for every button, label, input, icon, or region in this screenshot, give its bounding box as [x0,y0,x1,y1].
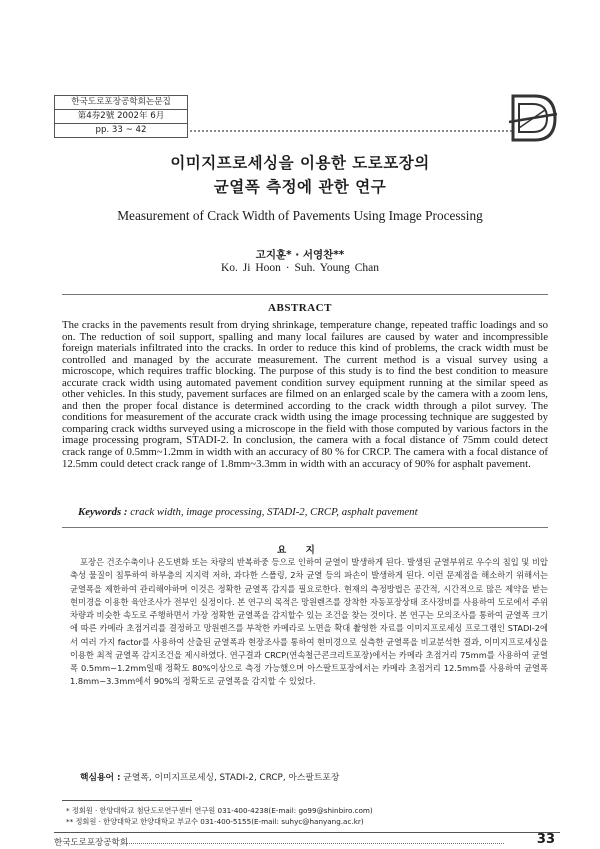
title-korean-line2: 균열폭 측정에 관한 연구 [213,178,387,196]
journal-name: 한국도로포장공학회논문집 [55,96,187,110]
korean-keywords-text: 균열폭, 이미지프로세싱, STADI-2, CRCP, 아스팔트포장 [123,773,340,783]
footer-rule [54,832,560,833]
footer-society-name: 한국도로포장공학회 [54,838,128,848]
journal-logo-icon [505,92,561,144]
abstract-body: The cracks in the pavements result from drying shrinkage, temperature change, repeated traffic loadings and so on. The reduction of soil support, spalling and many local failures are caused by water and incompressible foreign materials infiltrated into the cracks. In order to reduce this kind of problems, the crack width must be controlled and managed by the accurate measurement. The current method is a visual survey using a microscope, which requires traffic blocking. The purpose of this study is to find the best condition to measure accurate crack width using automated pavement condition survey equipment running at the similar speed as other vehicles. In this study, pavement surfaces are filmed on an enlarged scale by the camera with a zoom lens, and then the proper focal distance is determined according to the crack width through a pilot survey. The conditions for measurement of the accurate crack width using the image processing technique are suggested by comparing crack widths surveyed using a microscope in the field with those computed by various factors in the image processing program, STADI-2. In conclusion, the camera with a focal distance of 75mm could detect crack range of 0.5mm~1.2mm in width with an accuracy of 80 % for CRCP. The camera with a focal distance of 12.5mm could detect crack range of 1.8mm~3.3mm in width with an accuracy of 90% for asphalt pavement. [62,319,548,470]
footnote-author2: ** 정회원 · 한양대학교 한양대학교 부교수 031-400-5155(E-mail: suhyc@hanyang.ac.kr) [66,817,364,826]
title-english: Measurement of Crack Width of Pavements Using Image Processing [117,208,483,223]
journal-pages: pp. 33 ~ 42 [95,125,147,135]
korean-abstract-heading: 요 지 [277,545,323,556]
keywords-line [78,506,548,518]
keywords-text: crack width, image processing, STADI-2, CRCP, asphalt pavement [130,506,418,518]
abstract-heading: ABSTRACT [268,302,332,314]
page-number: 33 [536,832,555,847]
title-korean-line1: 이미지프로세싱을 이용한 도로포장의 [170,154,430,172]
authors-english: Ko. Ji Hoon · Suh. Young Chan [220,262,379,274]
korean-keywords-line [80,770,550,783]
footnote-rule [62,800,192,801]
korean-keywords-label: 핵심용어 : [80,773,121,783]
footer-dotted-leader [126,843,504,844]
header-dotted-line [190,130,512,132]
footnote-author1: * 정회원 · 한양대학교 첨단도로연구센터 연구원 031-400-4238(E-mail: go99@shinbiro.com) [66,806,373,815]
keywords-label: Keywords : [78,506,128,518]
korean-abstract-body: 포장은 건조수축이나 온도변화 또는 차량의 반복하중 등으로 인하여 균열이 발생하게 된다. 발생된 균열부위로 우수의 침입 및 비압축성 물질이 침투하여 하부층의 지지력 저하, 과다한 스폴링, 2차 균열 등의 파손이 발생하게 된다. 이런 문제점을 해소하기 위해서는 균열폭을 제한하여 관리해야하며 이것은 정확한 균열폭 감지를 필요로한다. 현재의 측정방법은 공간적, 시간적으로 많은 제약을 받는 현미경을 이용한 육안조사가 전부인 실정이다. 본 연구의 목적은 망원렌즈를 장착한 자동포장상태 조사장비를 사용하여 도로에서 주위차량과 비슷한 속도로 주행하면서 가장 정확한 균열폭을 감지할수 있는 조건을 찾는 것이다. 본 연구는 모의조사를 통하여 균열폭 크기에 따른 카메라 초점거리를 결정하고 망원렌즈를 부착한 카메라로 노면을 확대 촬영한 자료를 이미지프로세싱 프로그램인 STADI-2에서 여러 가지 factor를 사용하여 산출된 균열폭과 현장조사를 통하여 현미경으로 실측한 균열폭을 비교분석한 결과, 이미지프로세싱을 이용한 최적 균열폭 감지조건을 제시하였다. 연구결과 CRCP(연속철근콘크리트포장)에서는 카메라 초점거리 75mm를 사용하여 균열폭 0.5mm~1.2mm일때 정확도 80%이상으로 측정 가능했으며 아스팔트포장에서는 카메라 초점거리 12.5mm를 사용하여 균열폭 1.8mm~3.3mm에서 90%의 정확도로 균열폭을 감지할 수 있었다. [70,557,548,687]
abstract-top-rule [62,294,548,295]
journal-volume: 第4券2號 2002年 6月 [55,110,187,124]
authors-korean: 고지훈* · 서영찬** [255,249,345,261]
abstract-bottom-rule [62,527,548,528]
journal-info-box [54,95,188,138]
